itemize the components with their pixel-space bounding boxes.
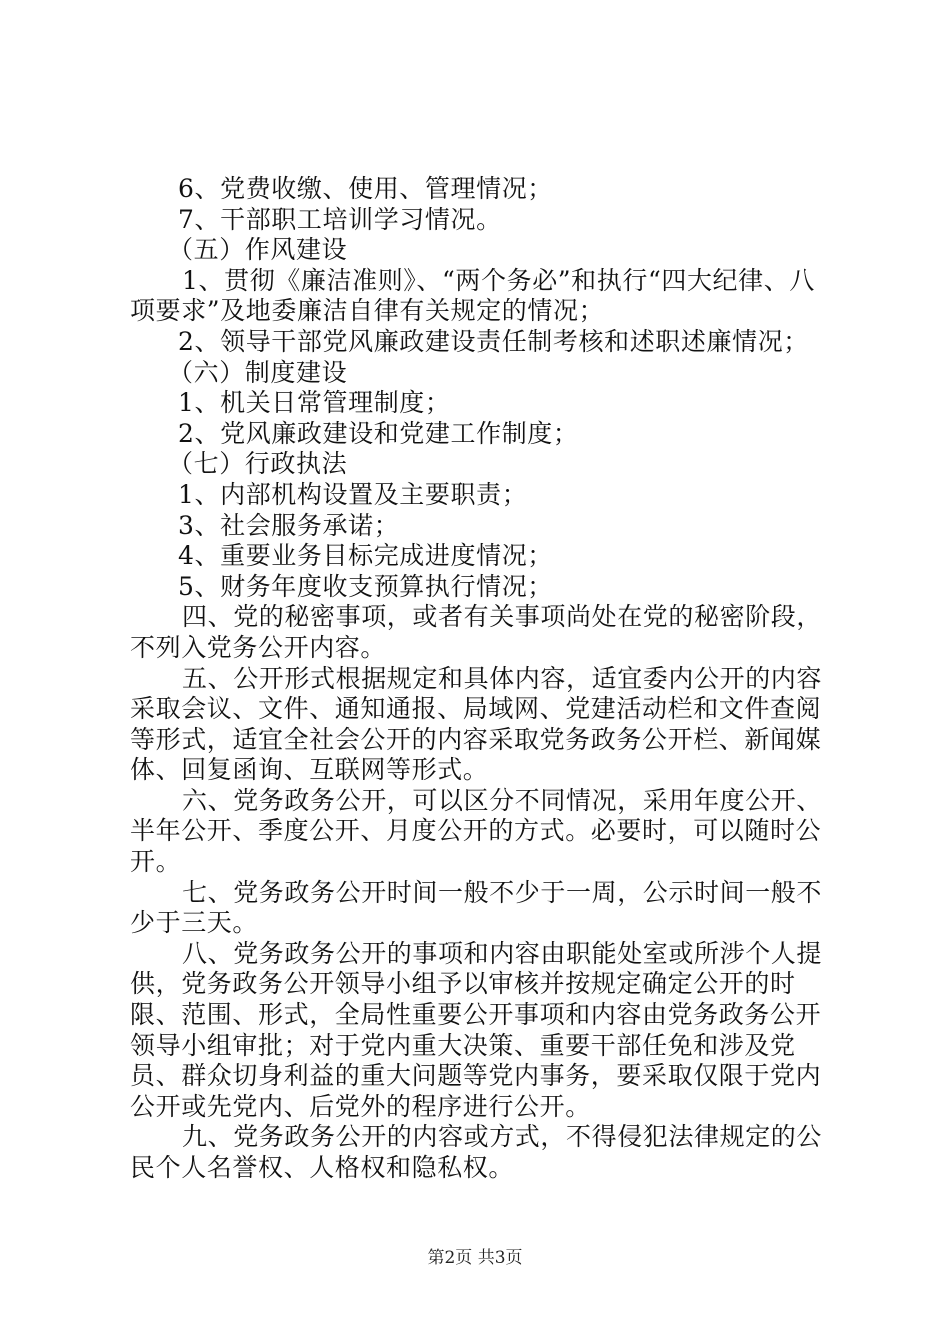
section-heading: （七）行政执法	[168, 449, 348, 479]
list-item: 2、领导干部党风廉政建设责任制考核和述职述廉情况；	[178, 326, 809, 356]
paragraph: 四、党的秘密事项，或者有关事项尚处在党的秘密阶段，不列入党务公开内容。	[130, 602, 823, 662]
paragraph: 五、公开形式根据规定和具体内容，适宜委内公开的内容采取会议、文件、通知通报、局域网、党建活动栏和文件查阅等形式，适宜全社会公开的内容采取党务政务公开栏、新闻媒体、回复函询、互联网等形式。	[130, 663, 823, 785]
list-item: 5、财务年度收支预算执行情况；	[178, 571, 553, 601]
paragraph: 七、党务政务公开时间一般不少于一周，公示时间一般不少于三天。	[130, 877, 823, 938]
list-item: 1、贯彻《廉洁准则》、“两个务必”和执行“四大纪律、八项要求”及地委廉洁自律有关规定的情况；	[130, 265, 815, 326]
list-item: 1、内部机构设置及主要职责；	[178, 479, 528, 509]
list-item: 4、重要业务目标完成进度情况；	[178, 541, 553, 571]
section-heading: （五）作风建设	[168, 235, 348, 265]
document-body	[130, 174, 830, 1184]
paragraph: 六、党务政务公开，可以区分不同情况，采用年度公开、半年公开、季度公开、月度公开的方式。必要时，可以随时公开。	[130, 785, 823, 877]
page-number-footer: 第2页 共3页	[427, 1248, 523, 1268]
list-item: 3、社会服务承诺；	[178, 510, 400, 540]
list-item: 6、党费收缴、使用、管理情况；	[178, 174, 553, 203]
list-item: 2、党风廉政建设和党建工作制度；	[178, 418, 579, 448]
list-item: 7、干部职工培训学习情况。	[178, 204, 502, 234]
paragraph: 九、党务政务公开的内容或方式，不得侵犯法律规定的公民个人名誉权、人格权和隐私权。	[130, 1122, 823, 1182]
paragraph: 八、党务政务公开的事项和内容由职能处室或所涉个人提供，党务政务公开领导小组予以审核并按规定确定公开的时限、范围、形式，全局性重要公开事项和内容由党务政务公开领导小组审批；对于党内重大决策、重要干部任免和涉及党员、群众切身利益的重大问题等党内事务，要采取仅限于党内公开或先党内、后党外的程序进行公开。	[130, 938, 823, 1121]
section-heading: （六）制度建设	[168, 357, 348, 387]
list-item: 1、机关日常管理制度；	[178, 388, 451, 418]
